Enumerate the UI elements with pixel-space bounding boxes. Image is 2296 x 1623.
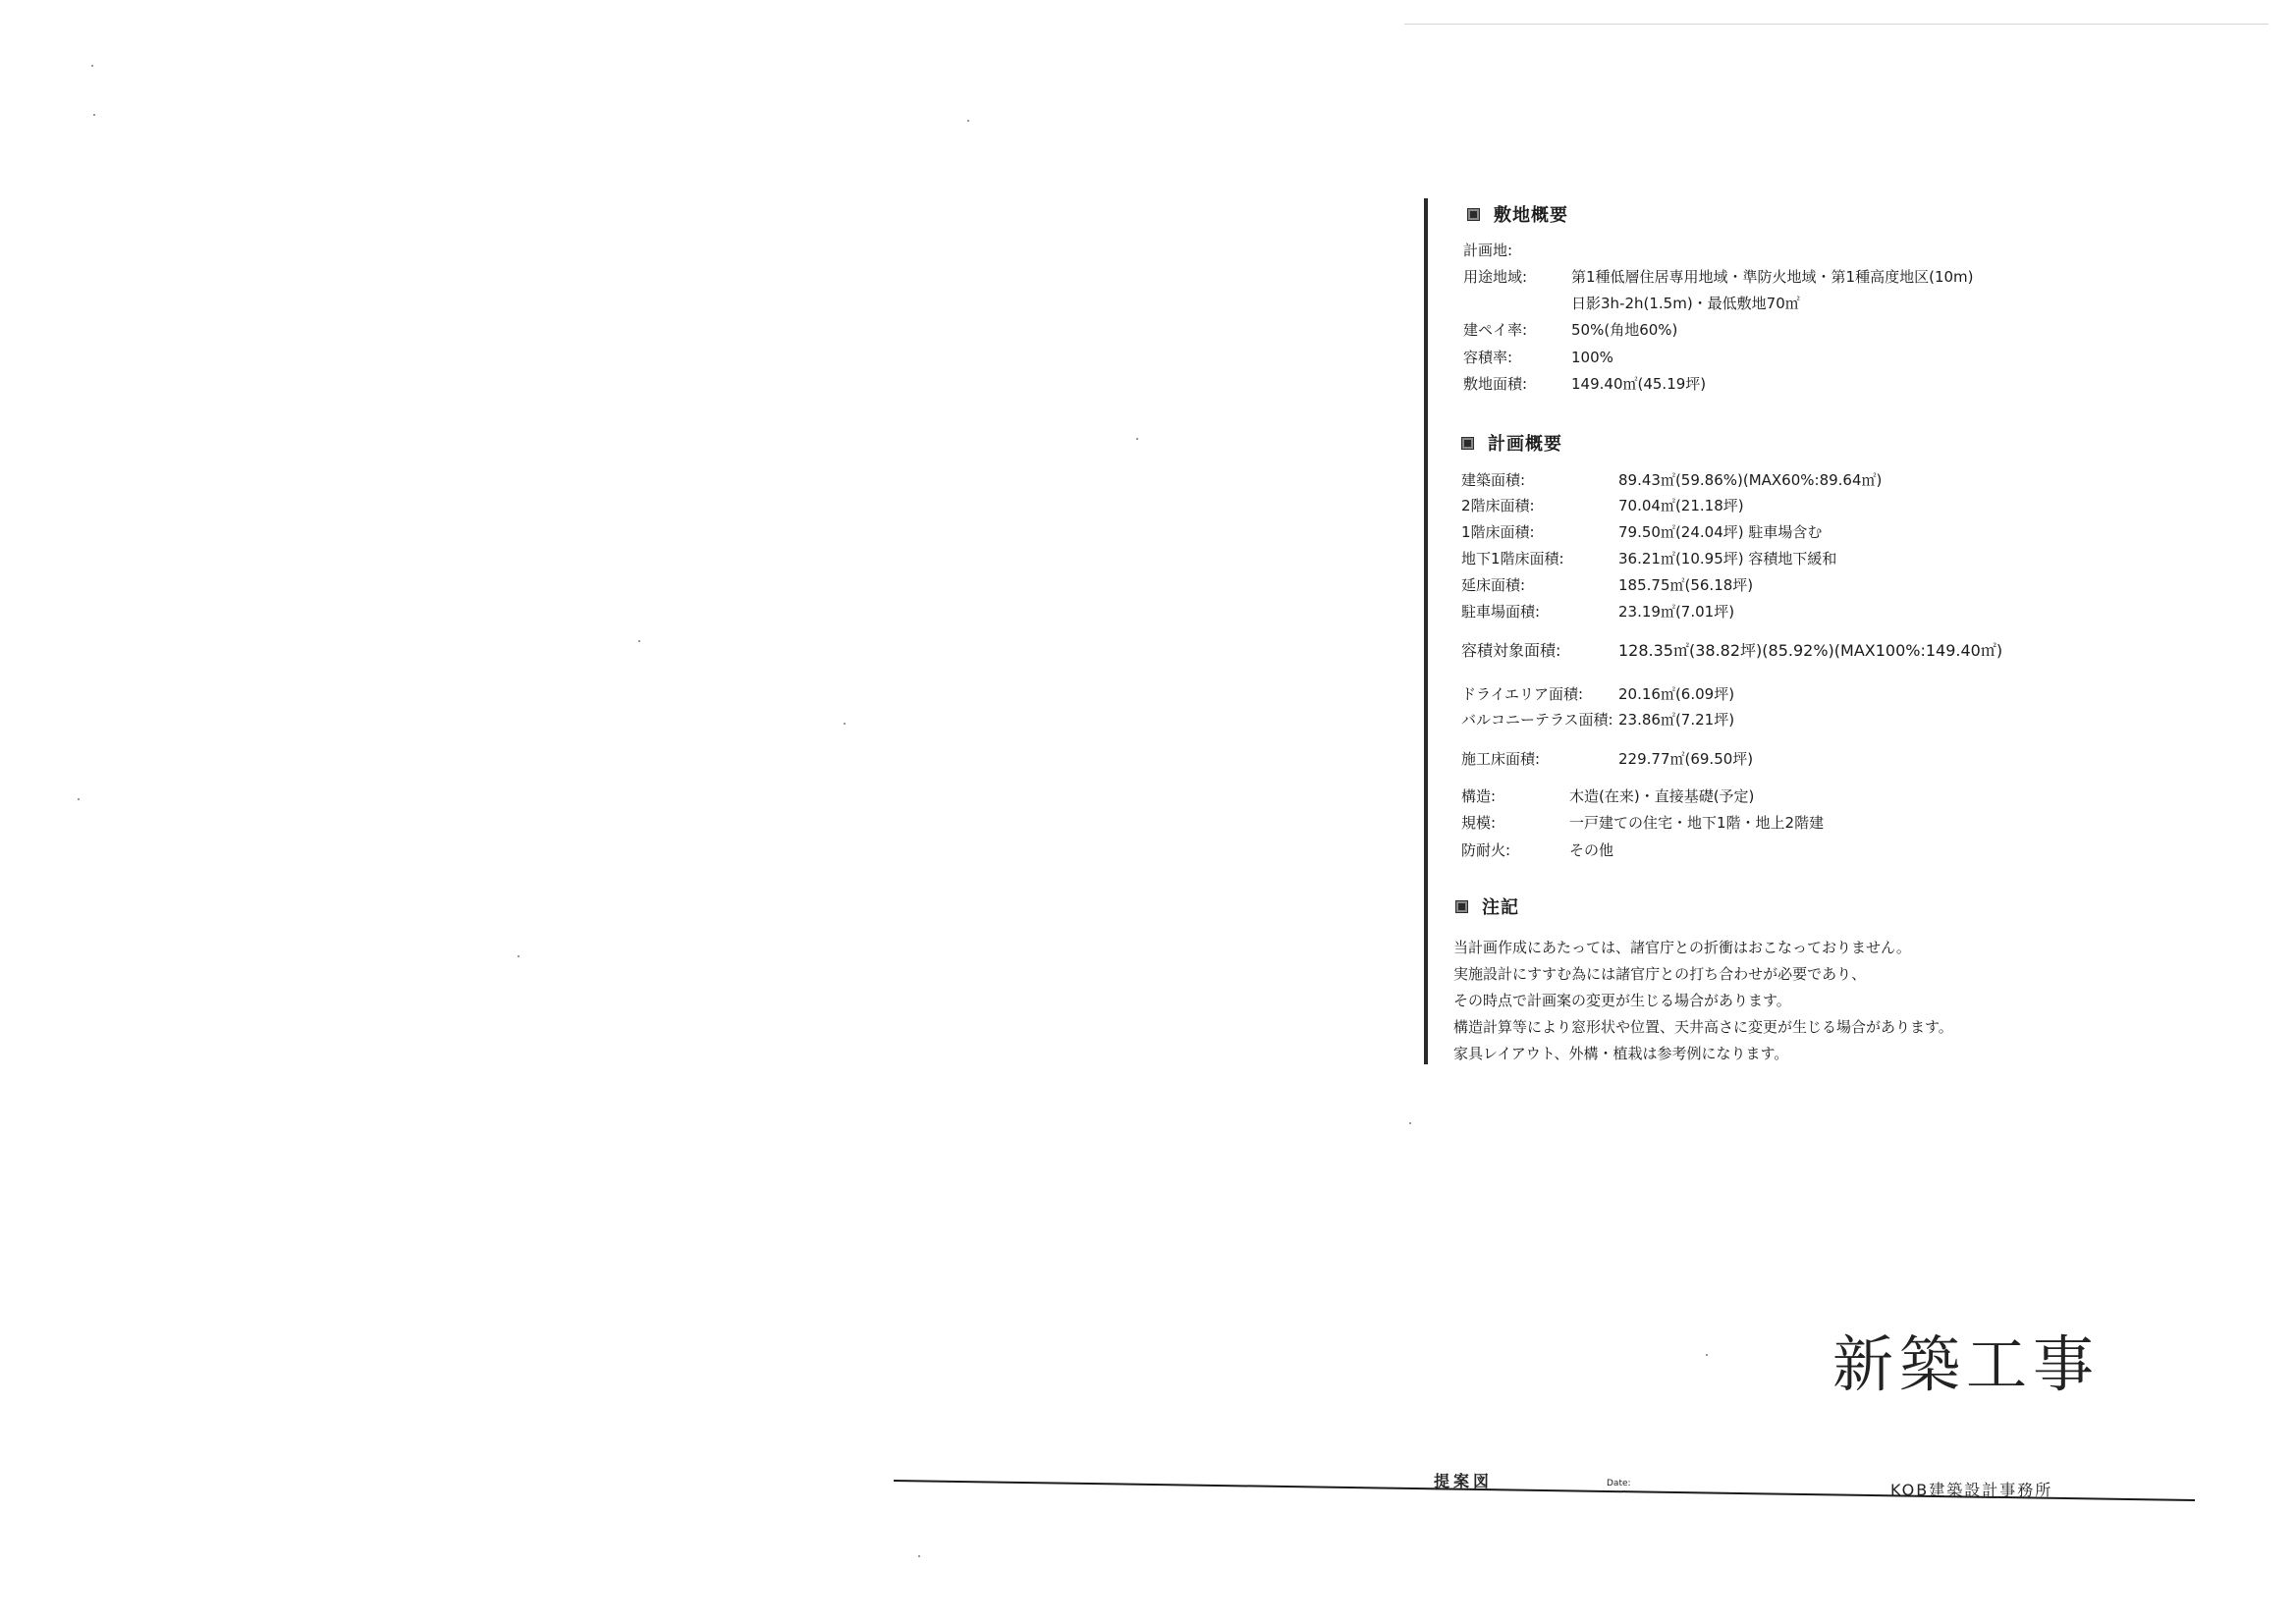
row-label: 容積対象面積: [1461,641,1561,660]
row-label: 計画地: [1463,242,1513,259]
row-value-continued: 日影3h-2h(1.5m)・最低敷地70㎡ [1571,295,1800,312]
row-label: 防耐火: [1461,841,1511,859]
row-value: 185.75㎡(56.18坪) [1618,576,1754,594]
row-value: 229.77㎡(69.50坪) [1618,750,1754,768]
notes-heading: 注記 [1455,893,1519,919]
row-label: ドライエリア面積: [1461,685,1584,703]
site-overview-heading: 敷地概要 [1467,201,1568,227]
row-label: 地下1階床面積: [1461,550,1564,568]
square-bullet-icon [1455,900,1468,913]
row-value: 一戸建ての住宅・地下1階・地上2階建 [1569,814,1825,832]
note-line: 構造計算等により窓形状や位置、天井高さに変更が生じる場合があります。 [1453,1018,1953,1036]
plan-overview-heading: 計画概要 [1461,430,1562,456]
row-label: 2階床面積: [1461,497,1535,514]
note-line: 実施設計にすすむ為には諸官庁との打ち合わせが必要であり、 [1453,965,1867,983]
row-label: バルコニーテラス面積: [1461,711,1613,729]
row-label: 駐車場面積: [1461,603,1541,621]
scan-speck [1409,1122,1411,1124]
row-label: 延床面積: [1461,576,1526,594]
row-label: 容積率: [1463,349,1513,366]
row-value: 50%(角地60%) [1571,321,1678,339]
row-value: 23.86㎡(7.21坪) [1618,711,1735,729]
row-label: 施工床面積: [1461,750,1541,768]
scan-speck [91,65,93,67]
scan-speck [918,1555,920,1557]
row-value: 128.35㎡(38.82坪)(85.92%)(MAX100%:149.40㎡) [1618,641,2003,660]
note-line: 当計画作成にあたっては、諸官庁との折衝はおこなっておりません。 [1453,939,1911,956]
row-label: 1階床面積: [1461,523,1535,541]
row-label: 建築面積: [1461,471,1526,489]
scan-speck [1706,1354,1708,1356]
row-label: 規模: [1461,814,1497,832]
scan-speck [78,798,80,800]
scan-speck [518,955,519,957]
row-value: 79.50㎡(24.04坪) 駐車場含む [1618,523,1823,541]
project-title: 新築工事 [1832,1328,2101,1400]
square-bullet-icon [1461,437,1474,450]
scan-speck [1136,438,1138,440]
scan-speck [638,640,640,642]
row-value: 第1種低層住居専用地域・準防火地域・第1種高度地区(10m) [1571,268,1974,286]
project-info-panel [1424,198,2037,1064]
row-label: 用途地域: [1463,268,1528,286]
square-bullet-icon [1467,208,1480,221]
row-value: 149.40㎡(45.19坪) [1571,375,1707,393]
row-value: 70.04㎡(21.18坪) [1618,497,1744,514]
scan-speck [844,723,846,725]
row-value: 36.21㎡(10.95坪) 容積地下緩和 [1618,550,1837,568]
row-label: 構造: [1461,787,1497,805]
note-line: 家具レイアウト、外構・植栽は参考例になります。 [1453,1045,1789,1062]
row-value: 89.43㎡(59.86%)(MAX60%:89.64㎡) [1618,471,1883,489]
note-line: その時点で計画案の変更が生じる場合があります。 [1453,992,1791,1009]
row-value: 20.16㎡(6.09坪) [1618,685,1735,703]
scan-edge-line [1404,24,2269,25]
row-value: 100% [1571,349,1613,366]
date-label: Date: [1607,1479,1631,1488]
row-value: 木造(在来)・直接基礎(予定) [1569,787,1755,805]
row-value: その他 [1569,841,1614,859]
scan-speck [967,120,969,122]
sheet-name: 提案図 [1434,1472,1494,1490]
row-value: 23.19㎡(7.01坪) [1618,603,1735,621]
row-label: 建ペイ率: [1463,321,1528,339]
scan-speck [93,114,95,116]
row-label: 敷地面積: [1463,375,1528,393]
office-name: KOB建築設計事務所 [1890,1481,2053,1499]
